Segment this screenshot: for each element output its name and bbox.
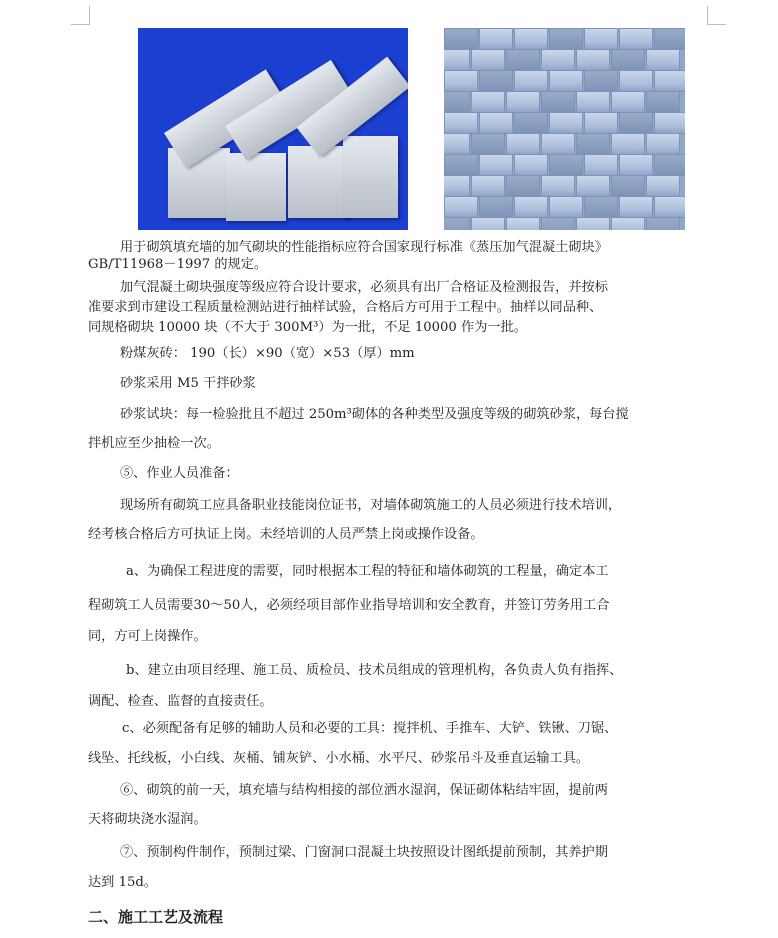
stacked-block-tile <box>479 112 513 134</box>
stacked-block-tile <box>549 112 583 134</box>
stacked-block-tile <box>646 217 680 230</box>
stacked-block-tile <box>471 175 505 197</box>
stacked-block-tile <box>444 112 478 134</box>
stacked-block-tile <box>541 91 575 113</box>
stacked-block-tile <box>444 175 470 197</box>
stacked-block-tile <box>479 28 513 50</box>
stacked-block-tile <box>444 133 470 155</box>
paragraph-brick-size: 粉煤灰砖： 190（长）×90（宽）×53（厚）mm <box>120 346 415 361</box>
stacked-block-tile <box>514 112 548 134</box>
stacked-block-tile <box>611 91 645 113</box>
stacked-block-tile <box>611 133 645 155</box>
stacked-block-tile <box>506 133 540 155</box>
stacked-block-tile <box>646 133 680 155</box>
stacked-block-tile <box>444 28 478 50</box>
stacked-block-tile <box>514 70 548 92</box>
stacked-block-tile <box>619 70 653 92</box>
paragraph-step7-line2: 达到 15d。 <box>88 875 157 890</box>
stacked-block-tile <box>444 91 470 113</box>
block-shape <box>343 136 398 218</box>
stacked-block-tile <box>619 196 653 218</box>
stacked-block-tile <box>576 91 610 113</box>
stacked-block-tile <box>541 49 575 71</box>
stacked-block-tile <box>584 196 618 218</box>
stacked-block-tile <box>549 196 583 218</box>
paragraph-item-b-line2: 调配、检查、监督的直接责任。 <box>88 694 273 709</box>
stacked-block-tile <box>549 154 583 176</box>
paragraph-mortar-type: 砂浆采用 M5 干拌砂浆 <box>120 376 256 391</box>
stacked-block-tile <box>576 175 610 197</box>
stacked-block-tile <box>646 49 680 71</box>
stacked-block-tile <box>514 28 548 50</box>
stacked-block-tile <box>576 133 610 155</box>
paragraph-item-a-line1: a、为确保工程进度的需要，同时根据本工程的特征和墙体砌筑的工程量，确定本工 <box>126 564 609 579</box>
stacked-block-tile <box>444 154 478 176</box>
stacked-block-tile <box>611 217 645 230</box>
stacked-block-tile <box>654 112 685 134</box>
stacked-block-tile <box>611 175 645 197</box>
stacked-block-tile <box>479 196 513 218</box>
stacked-block-tile <box>444 196 478 218</box>
stacked-block-tile <box>619 112 653 134</box>
stacked-block-tile <box>549 70 583 92</box>
paragraph-item-c-line1: c、必须配备有足够的辅助人员和必要的工具：搅拌机、手推车、大铲、铁锹、刀锯、 <box>122 721 618 736</box>
paragraph-staff-line1: 现场所有砌筑工应具备职业技能岗位证书，对墙体砌筑施工的人员必须进行技术培训， <box>120 498 622 513</box>
paragraph-standard-line1: 用于砌筑填充墙的加气砌块的性能指标应符合国家现行标准《蒸压加气混凝土砌块》 <box>120 240 608 255</box>
stacked-block-tile <box>619 154 653 176</box>
paragraph-staff-heading: ⑤、作业人员准备： <box>120 466 239 481</box>
stacked-block-tile <box>479 154 513 176</box>
stacked-block-tile <box>654 154 685 176</box>
stacked-block-tile <box>654 196 685 218</box>
page-corner-mark-top-left <box>71 6 90 25</box>
stacked-block-tile <box>576 217 610 230</box>
section-heading: 二、施工工艺及流程 <box>88 908 224 926</box>
stacked-block-tile <box>654 28 685 50</box>
paragraph-step7-line1: ⑦、预制构件制作，预制过梁、门窗洞口混凝土块按照设计图纸提前预制，其养护期 <box>120 845 608 860</box>
stacked-block-tile <box>506 217 540 230</box>
stacked-block-tile <box>471 49 505 71</box>
stacked-block-tile <box>479 70 513 92</box>
paragraph-mortar-test-line1: 砂浆试块：每一检验批且不超过 250m³砌体的各种类型及强度等级的砌筑砂浆，每台搅 <box>120 407 629 422</box>
paragraph-strength-line2: 准要求到市建设工程质量检测站进行抽样试验，合格后方可用于工程中。抽样以同品种、 <box>88 300 603 315</box>
paragraph-standard-line2: GB/T11968－1997 的规定。 <box>88 257 268 272</box>
stacked-block-tile <box>584 112 618 134</box>
stacked-block-tile <box>541 133 575 155</box>
stacked-block-tile <box>654 70 685 92</box>
stacked-block-tile <box>584 28 618 50</box>
paragraph-item-a-line2: 程砌筑工人员需要30～50人，必须经项目部作业指导培训和安全教育，并签订劳务用工合 <box>88 598 610 613</box>
paragraph-mortar-test-line2: 拌机应至少抽检一次。 <box>88 436 220 451</box>
stacked-block-tile <box>541 217 575 230</box>
stacked-block-tile <box>444 70 478 92</box>
paragraph-item-c-line2: 线坠、托线板，小白线、灰桶、铺灰铲、小水桶、水平尺、砂浆吊斗及垂直运输工具。 <box>88 751 590 766</box>
stacked-block-tile <box>444 49 470 71</box>
aerated-block-photo <box>138 28 408 230</box>
stacked-block-tile <box>646 91 680 113</box>
stacked-block-tile <box>646 175 680 197</box>
stacked-block-tile <box>506 91 540 113</box>
paragraph-item-b-line1: b、建立由项目经理、施工员、质检员、技术员组成的管理机构，各负责人负有指挥、 <box>126 663 623 678</box>
paragraph-strength-line3: 同规格砌块 10000 块（不大于 300M³）为一批，不足 10000 作为一批。 <box>88 320 527 335</box>
stacked-block-tile <box>584 154 618 176</box>
paragraph-strength-line1: 加气混凝土砌块强度等级应符合设计要求，必须具有出厂合格证及检测报告，并按标 <box>120 280 608 295</box>
stacked-block-tile <box>549 28 583 50</box>
stacked-blocks-photo <box>444 28 685 230</box>
stacked-block-tile <box>514 196 548 218</box>
stacked-block-tile <box>514 154 548 176</box>
stacked-block-tile <box>471 133 505 155</box>
block-shape <box>226 153 286 221</box>
paragraph-step6-line2: 天将砌块浇水湿润。 <box>88 812 207 827</box>
stacked-block-tile <box>611 49 645 71</box>
stacked-block-tile <box>541 175 575 197</box>
paragraph-item-a-line3: 同，方可上岗操作。 <box>88 629 207 644</box>
paragraph-step6-line1: ⑥、砌筑的前一天，填充墙与结构相接的部位洒水湿润，保证砌体粘结牢固，提前两 <box>120 783 608 798</box>
page-corner-mark-top-right <box>707 6 726 25</box>
stacked-block-tile <box>576 49 610 71</box>
stacked-block-tile <box>584 70 618 92</box>
stacked-block-tile <box>619 28 653 50</box>
stacked-block-tile <box>471 217 505 230</box>
stacked-block-tile <box>506 175 540 197</box>
stacked-block-tile <box>444 217 470 230</box>
stacked-block-tile <box>471 91 505 113</box>
paragraph-staff-line2: 经考核合格后方可执证上岗。未经培训的人员严禁上岗或操作设备。 <box>88 527 484 542</box>
stacked-block-tile <box>506 49 540 71</box>
